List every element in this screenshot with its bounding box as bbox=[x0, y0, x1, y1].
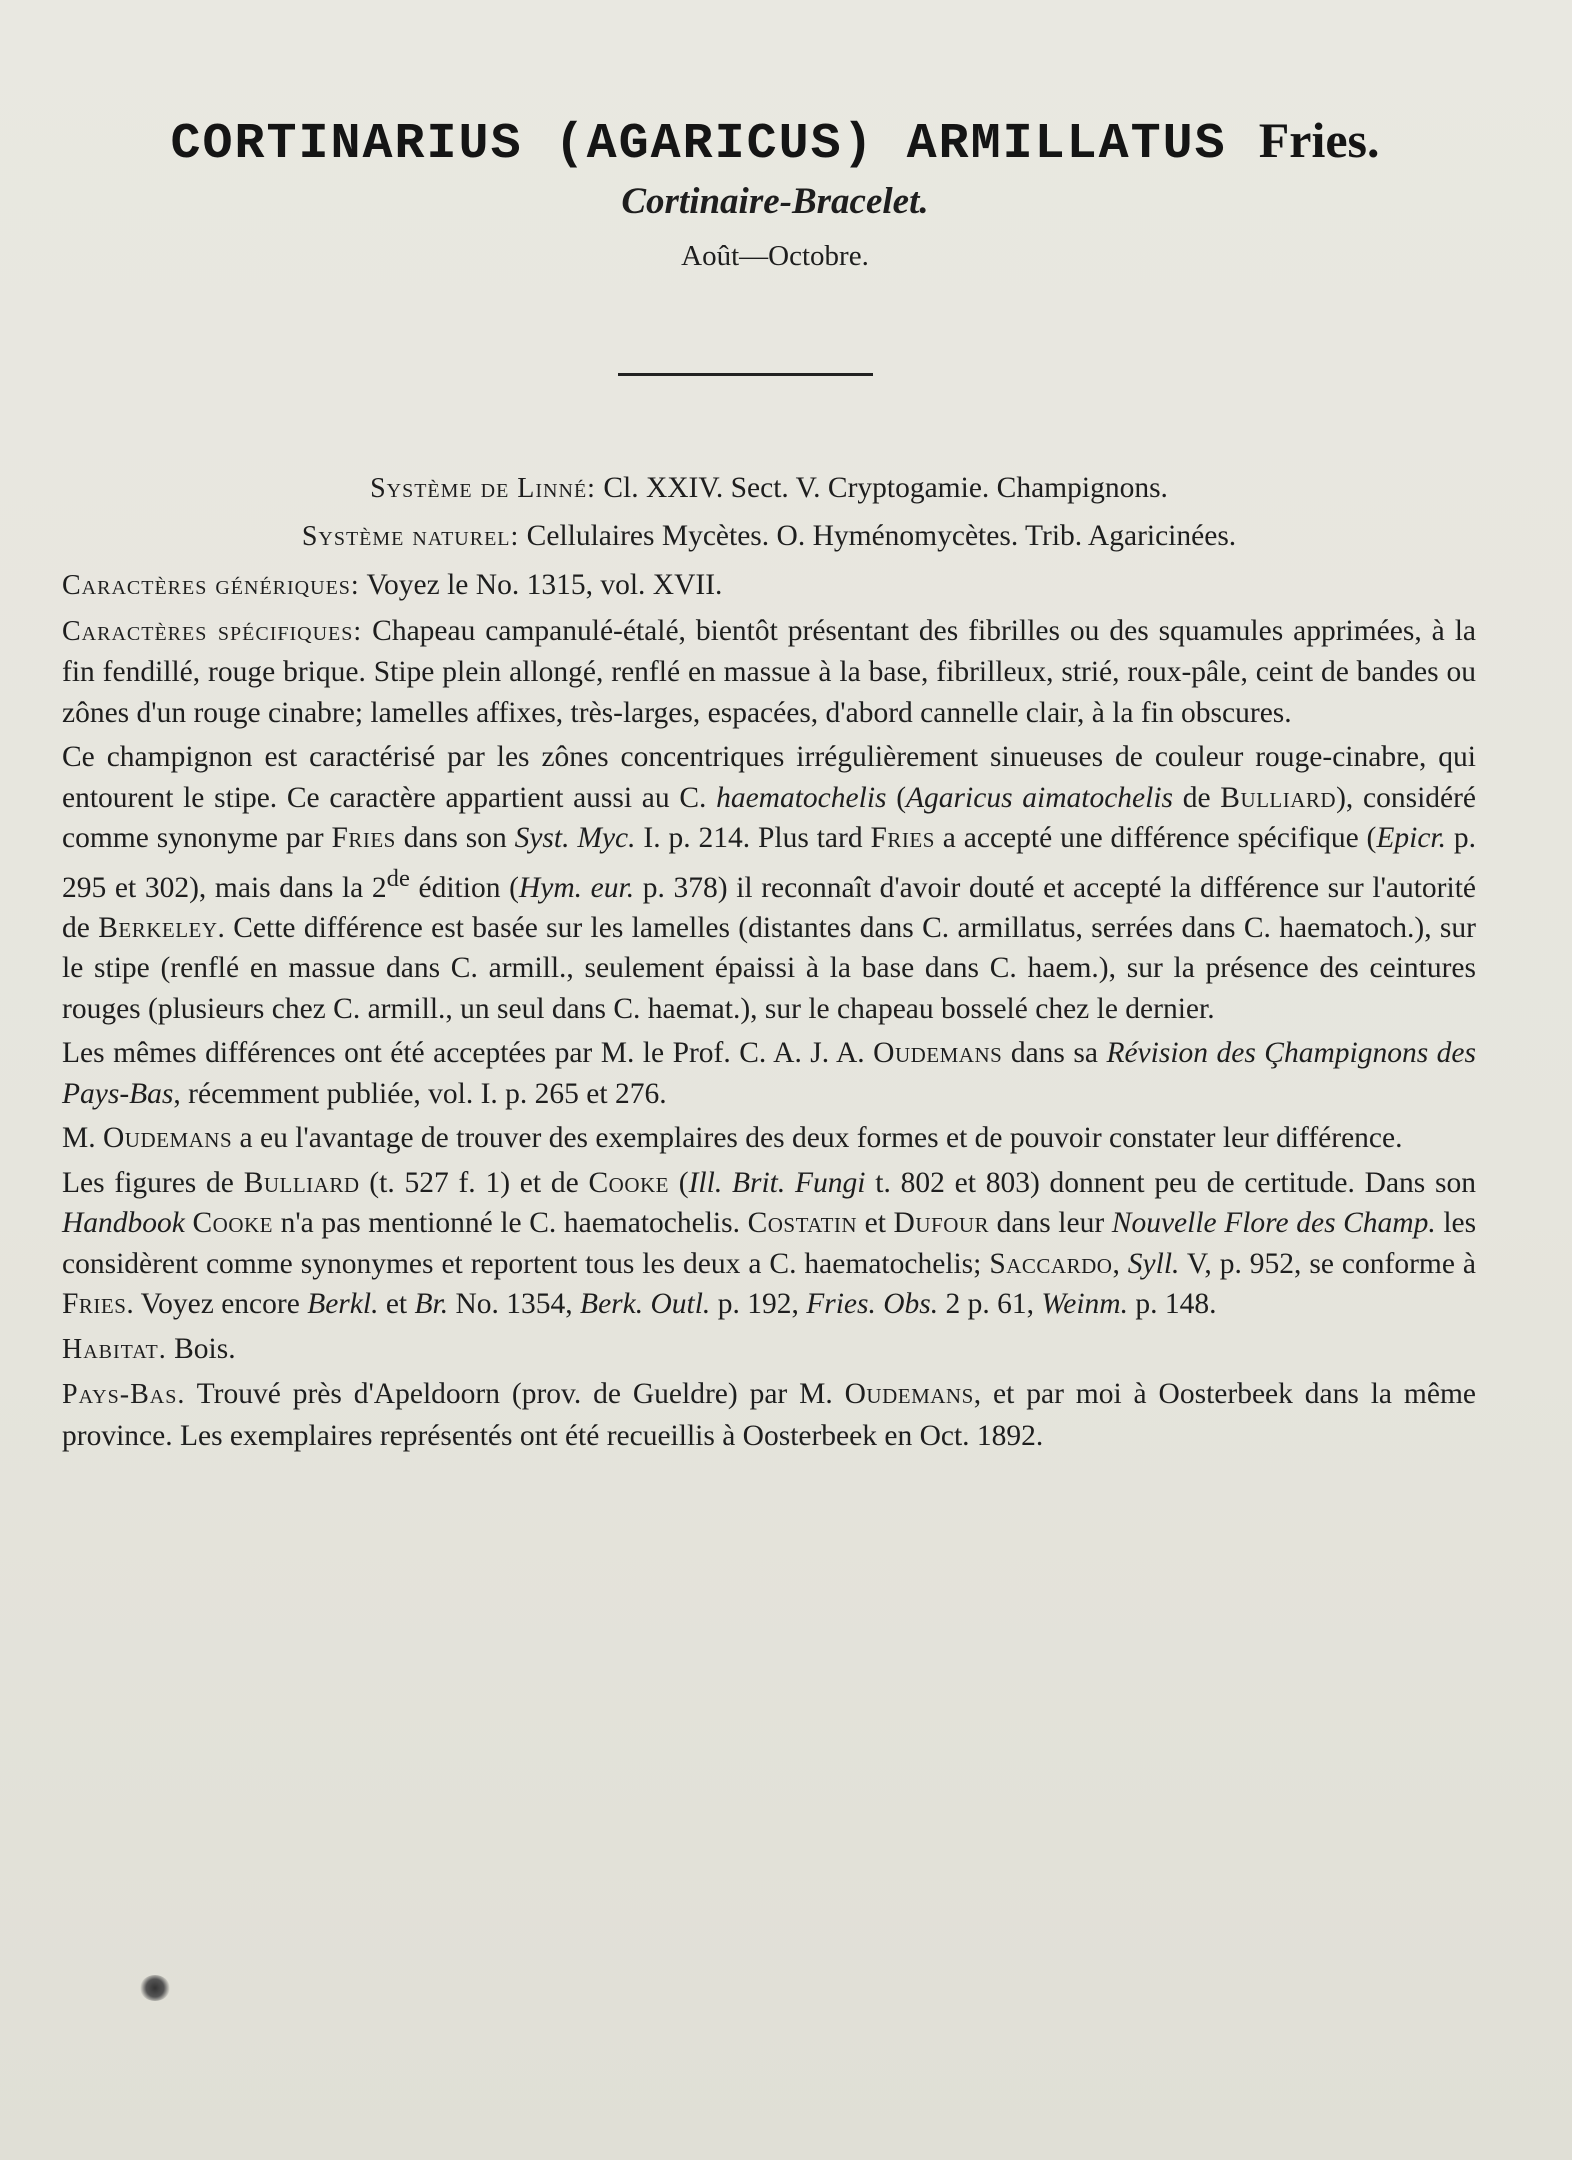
text-run: . Voyez encore bbox=[126, 1288, 300, 1321]
text-run: p. 295 et 302), mais dans la 2 bbox=[62, 822, 1477, 904]
specific-text: Chapeau campanulé-étalé, bientôt présentant des fibrilles ou des squamules apprimées, à la fin fendillé, rouge brique. Stipe plein allongé, renflé en massue à la base, fibrilleux, strié, roux-pâle, ceint de bandes ou zônes d'un rouge cinabre; lamelles affixes, très-larges, espacées, d'abord cannelle clair, à la fin obscures. bbox=[62, 614, 1477, 729]
text-run: No. 1354, bbox=[455, 1288, 573, 1321]
text-run: Trouvé près d'Apeldoorn (prov. de Gueldre) par M. bbox=[196, 1378, 833, 1411]
generic-text: Voyez le No. 1315, vol. XVII. bbox=[366, 569, 723, 601]
text-run: ), considéré comme synonyme par bbox=[62, 781, 1477, 854]
generic-characters bbox=[62, 565, 1476, 607]
text-run: p. 192, bbox=[717, 1288, 799, 1321]
body-text bbox=[62, 468, 1476, 1456]
common-name: Cortinaire-Bracelet. bbox=[621, 181, 929, 222]
author-ref: Fries bbox=[870, 822, 935, 854]
italic-run: Nouvelle Flore des Champ. bbox=[1111, 1207, 1436, 1240]
natural-system-line bbox=[62, 516, 1476, 558]
specific-label: Caractères spécifiques: bbox=[62, 615, 363, 647]
author-ref: Oudemans bbox=[102, 1122, 233, 1155]
text-run: a accepté une différence spécifique ( bbox=[942, 822, 1377, 854]
text-run: 2 p. 61, bbox=[945, 1288, 1034, 1321]
natural-system-text: Cellulaires Mycètes. O. Hyménomycètes. Trib. Agaricinées. bbox=[526, 519, 1237, 552]
text-run: Les figures de bbox=[62, 1166, 234, 1199]
text-run: V, p. 952, se conforme à bbox=[1186, 1247, 1477, 1280]
text-run: Les mêmes différences ont été acceptées par M. le Prof. C. A. J. A. bbox=[62, 1037, 865, 1070]
text-run: de bbox=[1182, 781, 1211, 814]
italic-run: Syll. bbox=[1127, 1247, 1180, 1280]
paragraph-oudemans-revision bbox=[62, 1033, 1476, 1114]
text-run: M. bbox=[62, 1122, 96, 1155]
author-ref: Berkeley bbox=[98, 911, 218, 944]
title-divider bbox=[618, 373, 873, 376]
author-ref: Oudemans bbox=[844, 1378, 974, 1411]
linne-system-line bbox=[62, 468, 1476, 510]
text-run: dans sa bbox=[1010, 1037, 1098, 1070]
paragraph-description bbox=[62, 737, 1476, 1029]
species-name: CORTINARIUS (AGARICUS) ARMILLATUS bbox=[170, 116, 1227, 173]
author-ref: Fries bbox=[331, 822, 396, 854]
author-ref: Bulliard bbox=[243, 1166, 360, 1199]
italic-run: Berkl. bbox=[307, 1288, 379, 1321]
italic-run: Weinm. bbox=[1041, 1288, 1128, 1321]
italic-run: Fries. Obs. bbox=[806, 1288, 939, 1321]
habitat-label: Habitat. bbox=[62, 1333, 167, 1365]
linne-system-text: Cl. XXIV. Sect. V. Cryptogamie. Champignons. bbox=[603, 472, 1168, 504]
superscript: de bbox=[386, 864, 410, 892]
author-ref: Oudemans bbox=[873, 1037, 1003, 1070]
author-ref: Saccardo bbox=[989, 1247, 1113, 1280]
italic-run: haematochelis bbox=[716, 781, 887, 814]
text-run: , bbox=[1112, 1247, 1120, 1280]
author-ref: Cooke bbox=[192, 1207, 274, 1240]
italic-run: Ill. Brit. Fungi bbox=[688, 1166, 866, 1199]
italic-run: Handbook bbox=[62, 1207, 185, 1240]
natural-system-label: Système naturel: bbox=[301, 520, 520, 552]
text-run: ( bbox=[896, 781, 907, 814]
linne-system-label: Système de Linné: bbox=[370, 473, 596, 504]
text-run: , récemment publiée, vol. I. p. 265 et 276. bbox=[173, 1077, 667, 1110]
author-ref: Fries bbox=[62, 1288, 127, 1321]
ink-blot bbox=[140, 1975, 170, 2001]
text-run: , et par moi à Oosterbeek dans la même province. Les exemplaires représentés ont été recueillis à Oosterbeek en Oct. 1892. bbox=[62, 1378, 1476, 1452]
text-run: (t. 527 f. 1) et de bbox=[369, 1166, 579, 1199]
author-name: Fries. bbox=[1258, 112, 1380, 168]
text-run: Ce champignon est caractérisé par les zônes concentriques irrégulièrement sinueuses de couleur rouge-cinabre, qui entourent le stipe. Ce caractère appartient aussi au C. bbox=[62, 741, 1476, 814]
italic-run: Berk. Outl. bbox=[580, 1288, 711, 1321]
text-run: dans leur bbox=[996, 1207, 1105, 1240]
specific-characters bbox=[62, 611, 1476, 734]
text-run: dans son bbox=[403, 822, 507, 854]
text-run: et bbox=[385, 1288, 408, 1321]
paragraph-figures bbox=[62, 1163, 1476, 1325]
text-run: ( bbox=[678, 1166, 689, 1199]
habitat-line bbox=[62, 1329, 1476, 1371]
text-run: édition ( bbox=[418, 871, 519, 904]
text-run: les considèrent comme synonymes et reportent tous les deux a C. haematochelis; bbox=[62, 1207, 1477, 1280]
italic-run: Br. bbox=[414, 1288, 449, 1321]
italic-run: Révision des Çhampignons des Pays-Bas bbox=[62, 1037, 1477, 1110]
author-ref: Cooke bbox=[588, 1166, 669, 1199]
italic-run: Agaricus aimatochelis bbox=[906, 781, 1174, 814]
text-run: p. 148. bbox=[1135, 1288, 1217, 1321]
italic-run: Hym. eur. bbox=[518, 871, 635, 904]
text-run: n'a pas mentionné le C. haematochelis. bbox=[280, 1207, 740, 1240]
author-ref: Costatin bbox=[747, 1207, 858, 1240]
author-ref: Dufour bbox=[893, 1207, 990, 1240]
text-run: I. p. 214. Plus tard bbox=[643, 822, 863, 854]
text-run: et bbox=[864, 1207, 886, 1240]
locality-paragraph bbox=[62, 1374, 1476, 1456]
paragraph-oudemans-specimens bbox=[62, 1118, 1476, 1159]
italic-run: Epicr. bbox=[1376, 822, 1447, 854]
page-title bbox=[80, 108, 1470, 177]
season-period: Août—Octobre. bbox=[681, 240, 869, 272]
text-run: . Cette différence est basée sur les lamelles (distantes dans C. armillatus, serrées dans C. haematoch.), sur le stipe (renflé en massue dans C. armill., seulement épaissi à la base dans C. haem.), sur la présence des ceintures rouges (plusieurs chez C. armill., un seul dans C. haemat.), sur le chapeau bosselé chez le dernier. bbox=[62, 911, 1476, 1025]
text-run: p. 378) il reconnaît d'avoir douté et accepté la différence sur l'autorité de bbox=[62, 871, 1476, 944]
italic-run: Syst. Myc. bbox=[514, 822, 636, 854]
generic-label: Caractères génériques: bbox=[62, 570, 360, 601]
text-run: t. 802 et 803) donnent peu de certitude. Dans son bbox=[875, 1166, 1477, 1199]
habitat-text: Bois. bbox=[174, 1332, 236, 1365]
author-ref: Bulliard bbox=[1220, 781, 1337, 814]
locality-label: Pays-Bas. bbox=[62, 1379, 186, 1411]
text-run: a eu l'avantage de trouver des exemplaires des deux formes et de pouvoir constater leur différence. bbox=[239, 1122, 1403, 1155]
